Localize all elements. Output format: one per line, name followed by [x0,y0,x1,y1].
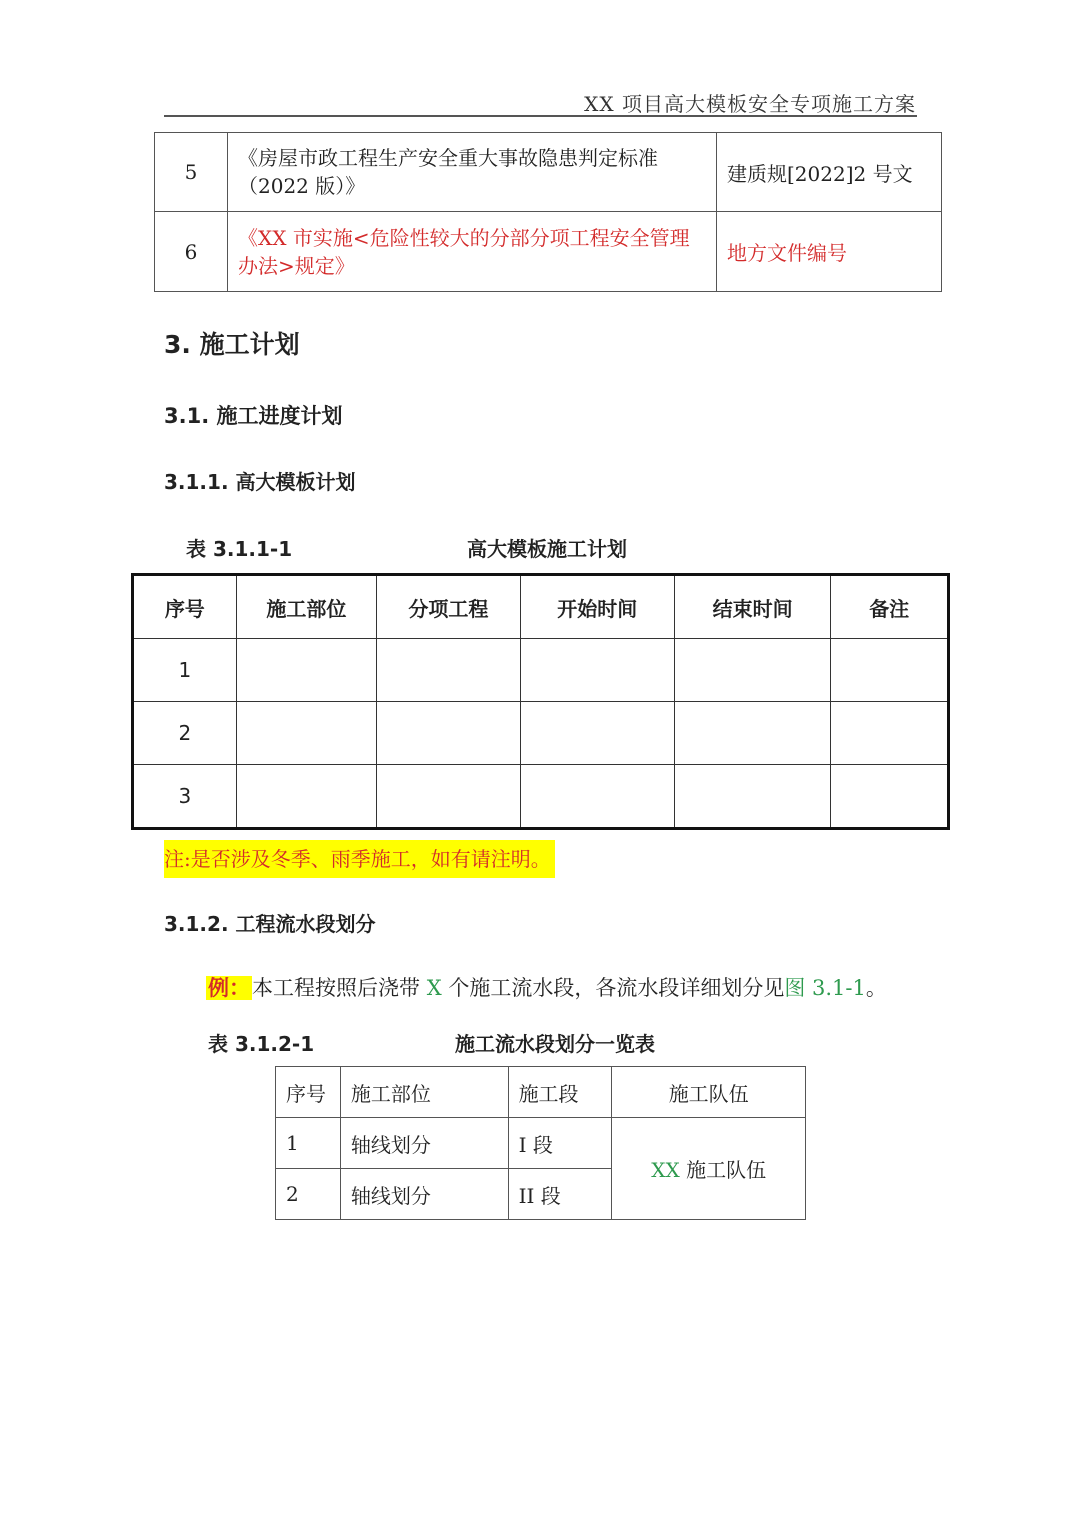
table-cell [236,639,376,702]
reference-number: 5 [155,133,228,212]
table-cell [674,765,830,829]
column-header: 施工部位 [340,1067,508,1118]
team-cell [612,1118,806,1220]
example-paragraph [206,971,887,1005]
table-cell [377,765,520,829]
table-row [276,1118,806,1169]
section-heading-3-1-2: 3.1.2. 工程流水段划分 [164,912,376,936]
reference-title: 《XX 市实施<危险性较大的分部分项工程安全管理办法>规定》 [228,212,717,292]
column-header: 施工队伍 [612,1067,806,1118]
table-cell: 1 [276,1118,341,1169]
table-row [155,133,942,212]
column-header: 结束时间 [674,575,830,639]
table-cell [377,639,520,702]
table-cell [520,765,674,829]
season-note: 注:是否涉及冬季、雨季施工，如有请注明。 [164,840,555,878]
reference-code: 地方文件编号 [717,212,942,292]
example-end: 。 [865,976,887,1000]
table-row [133,639,949,702]
table-cell: I 段 [508,1118,612,1169]
segment-count: X [426,976,442,1000]
table-cell [236,765,376,829]
table-cell [831,702,949,765]
team-prefix: XX [651,1158,680,1182]
table-cell [831,639,949,702]
table-title: 高大模板施工计划 [467,537,627,561]
example-text: 本工程按照后浇带 [252,976,427,1000]
reference-number: 6 [155,212,228,292]
reference-code: 建质规[2022]2 号文 [717,133,942,212]
column-header: 分项工程 [377,575,520,639]
table-cell [674,702,830,765]
table-cell: 1 [133,639,237,702]
example-label: 例： [208,976,250,1000]
section-heading-3-1-1: 3.1.1. 高大模板计划 [164,470,356,494]
section-heading-3-1: 3.1. 施工进度计划 [164,404,343,428]
table-header-row [276,1067,806,1118]
column-header: 序号 [133,575,237,639]
document-header-title: XX 项目高大模板安全专项施工方案 [584,92,916,116]
formwork-plan-table [131,573,950,830]
table-cell [377,702,520,765]
table-cell: 2 [133,702,237,765]
table-cell [520,639,674,702]
column-header: 备注 [831,575,949,639]
header-rule [164,115,917,117]
table-row [133,702,949,765]
table-title: 施工流水段划分一览表 [455,1032,655,1056]
column-header: 施工段 [508,1067,612,1118]
figure-reference: 图 3.1-1 [784,976,866,1000]
reference-title: 《房屋市政工程生产安全重大事故隐患判定标准（2022 版）》 [228,133,717,212]
table-number: 表 3.1.1-1 [186,537,293,561]
column-header: 施工部位 [236,575,376,639]
table-header-row [133,575,949,639]
table-cell [674,639,830,702]
table-cell [236,702,376,765]
table-cell [831,765,949,829]
references-table [154,132,942,292]
example-text: 个施工流水段，各流水段详细划分见 [441,976,785,1000]
section-heading-3: 3. 施工计划 [164,330,300,359]
table-cell: 轴线划分 [340,1169,508,1220]
column-header: 序号 [276,1067,341,1118]
team-suffix: 施工队伍 [679,1158,767,1182]
table-number: 表 3.1.2-1 [208,1032,315,1056]
table-cell: II 段 [508,1169,612,1220]
table-cell: 3 [133,765,237,829]
table-cell: 2 [276,1169,341,1220]
table-cell [520,702,674,765]
table-cell: 轴线划分 [340,1118,508,1169]
flow-segment-table [275,1066,806,1220]
column-header: 开始时间 [520,575,674,639]
table-row [155,212,942,292]
table-row [133,765,949,829]
